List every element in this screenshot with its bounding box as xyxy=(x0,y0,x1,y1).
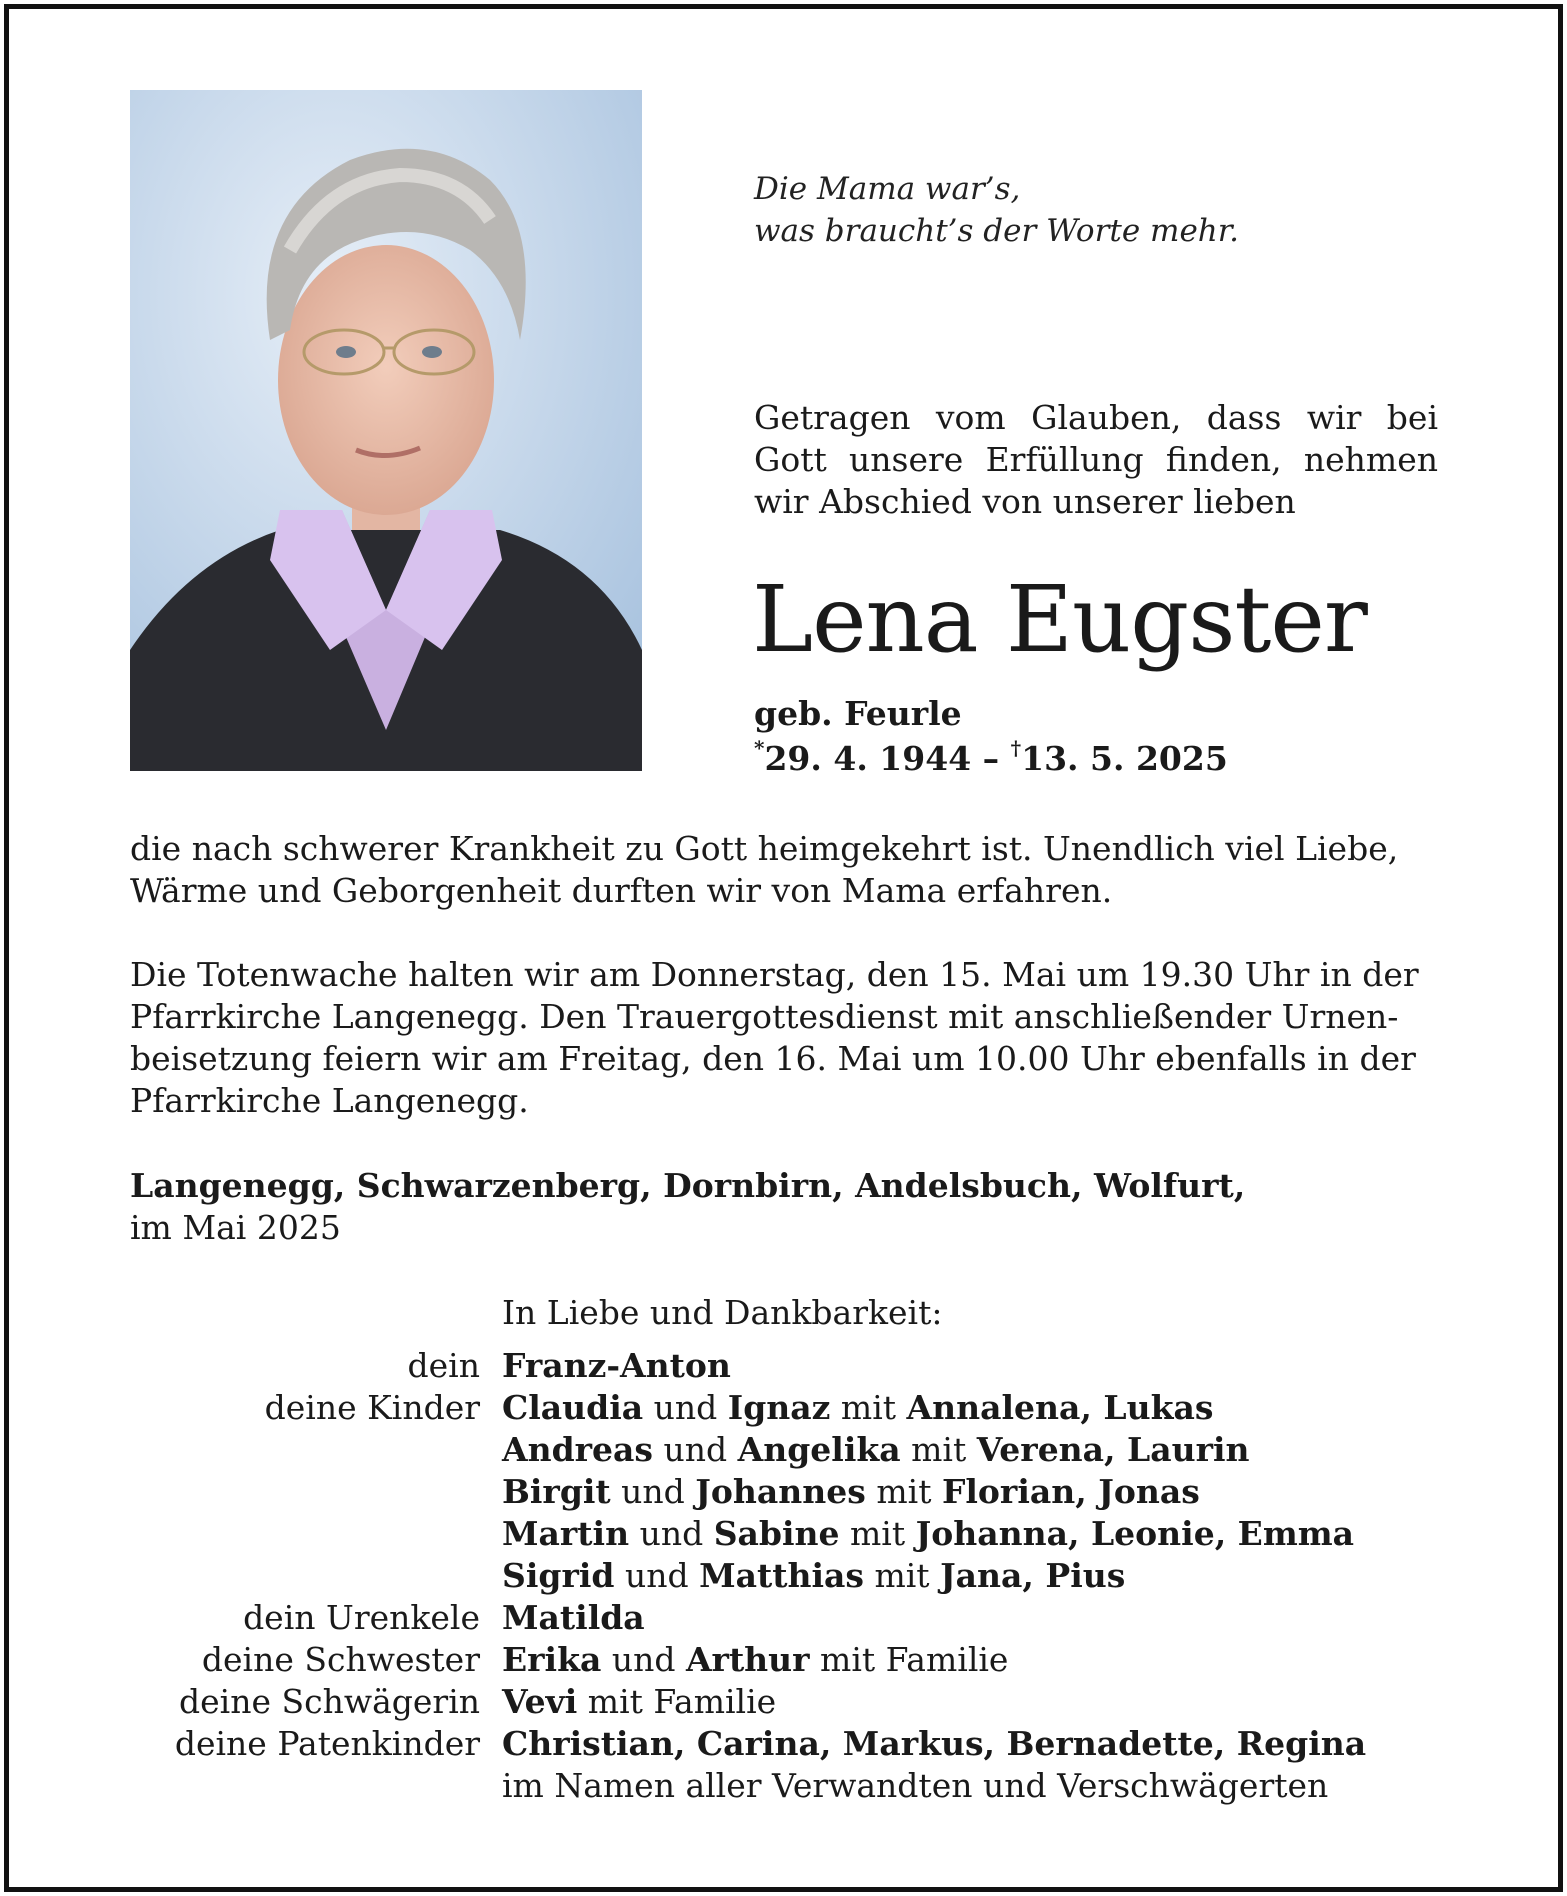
connector: mit xyxy=(865,1472,942,1511)
family-name: Matilda xyxy=(502,1598,645,1637)
body-line: Die Totenwache halten wir am Donnerstag, den 15. Mai um 19.30 Uhr in der xyxy=(130,955,1419,994)
family-name: Johannes xyxy=(695,1472,866,1511)
connector: und xyxy=(610,1472,696,1511)
quote-line: was braucht’s der Worte mehr. xyxy=(754,213,1240,249)
family-row xyxy=(130,1639,1470,1681)
connector: und xyxy=(614,1556,700,1595)
connector: mit xyxy=(900,1430,977,1469)
family-list xyxy=(130,1345,1470,1807)
intro-line: Gott unsere Erfüllung finden, nehmen xyxy=(754,440,1438,479)
connector: mit Familie xyxy=(809,1640,1009,1679)
body-line: beisetzung feiern wir am Freitag, den 16. Mai um 10.00 Uhr ebenfalls in der xyxy=(130,1039,1416,1078)
deceased-name: Lena Eugster xyxy=(752,566,1367,673)
intro-line: Getragen vom Glauben, dass wir bei xyxy=(754,398,1438,437)
family-name: Martin xyxy=(502,1514,630,1553)
family-row xyxy=(130,1387,1470,1429)
connector: mit xyxy=(830,1388,907,1427)
family-name: Birgit xyxy=(502,1472,611,1511)
family-row xyxy=(130,1345,1470,1387)
family-name: Verena, Laurin xyxy=(976,1430,1250,1469)
birth-mark: * xyxy=(754,736,765,760)
body-line: Wärme und Geborgenheit durften wir von Mama erfahren. xyxy=(130,871,1113,910)
intro-text xyxy=(754,397,1438,523)
family-row xyxy=(130,1429,1470,1471)
life-dates xyxy=(754,738,1228,780)
family-name: Christian, Carina, Markus, Bernadette, Regina xyxy=(502,1724,1367,1763)
relation-label: deine Patenkinder xyxy=(174,1724,480,1763)
family-name: Matthias xyxy=(699,1556,864,1595)
family-name: Florian, Jonas xyxy=(941,1472,1200,1511)
family-name: Ignaz xyxy=(727,1388,831,1427)
places-block xyxy=(130,1165,1245,1249)
family-name: Angelika xyxy=(737,1430,901,1469)
birth-date: 29. 4. 1944 xyxy=(764,739,972,778)
family-name: Sabine xyxy=(713,1514,840,1553)
family-name: Claudia xyxy=(502,1388,644,1427)
relation-label: dein Urenkele xyxy=(243,1598,480,1637)
family-name: Jana, Pius xyxy=(940,1556,1126,1595)
relation-label: deine Schwägerin xyxy=(179,1682,480,1721)
family-name: Vevi xyxy=(502,1682,578,1721)
signoff: In Liebe und Dankbarkeit: xyxy=(502,1293,943,1332)
connector: und xyxy=(653,1430,738,1469)
family-row xyxy=(130,1471,1470,1513)
family-name: Erika xyxy=(502,1640,602,1679)
body-line: Pfarrkirche Langenegg. Den Trauergottesdienst mit anschließender Urnen- xyxy=(130,997,1399,1036)
connector: mit xyxy=(863,1556,941,1595)
intro-line: wir Abschied von unserer lieben xyxy=(754,482,1296,521)
death-mark: † xyxy=(1010,736,1022,760)
family-name: Sigrid xyxy=(502,1556,615,1595)
death-date: 13. 5. 2025 xyxy=(1021,739,1228,778)
portrait-photo xyxy=(130,90,642,771)
date-separator: – xyxy=(971,739,1011,778)
body-line: Pfarrkirche Langenegg. xyxy=(130,1081,529,1120)
family-row xyxy=(130,1681,1470,1723)
body-paragraph-2 xyxy=(130,954,1438,1122)
birth-name: geb. Feurle xyxy=(754,694,962,733)
family-row xyxy=(130,1597,1470,1639)
family-row xyxy=(130,1555,1470,1597)
family-row xyxy=(130,1513,1470,1555)
quote-line: Die Mama war’s, xyxy=(754,171,1021,207)
family-name: Andreas xyxy=(502,1430,654,1469)
family-row xyxy=(130,1723,1470,1765)
closing-line: im Namen aller Verwandten und Verschwägerten xyxy=(502,1766,1329,1805)
family-name: Annalena, Lukas xyxy=(906,1388,1214,1427)
relation-label: dein xyxy=(407,1346,480,1385)
body-line: die nach schwerer Krankheit zu Gott heimgekehrt ist. Unendlich viel Liebe, xyxy=(130,829,1399,868)
connector: und xyxy=(601,1640,686,1679)
connector: mit xyxy=(839,1514,916,1553)
places-date: im Mai 2025 xyxy=(130,1208,341,1247)
family-name: Arthur xyxy=(685,1640,810,1679)
family-name: Franz-Anton xyxy=(502,1346,731,1385)
connector: mit Familie xyxy=(577,1682,777,1721)
connector: und xyxy=(629,1514,714,1553)
relation-label: deine Schwester xyxy=(201,1640,480,1679)
relation-label: deine Kinder xyxy=(264,1388,480,1427)
body-paragraph-1 xyxy=(130,828,1438,912)
connector: und xyxy=(643,1388,728,1427)
family-row xyxy=(130,1765,1470,1807)
family-name: Johanna, Leonie, Emma xyxy=(915,1514,1355,1553)
memorial-quote xyxy=(754,168,1239,252)
places-towns: Langenegg, Schwarzenberg, Dornbirn, Andelsbuch, Wolfurt, xyxy=(130,1166,1246,1205)
